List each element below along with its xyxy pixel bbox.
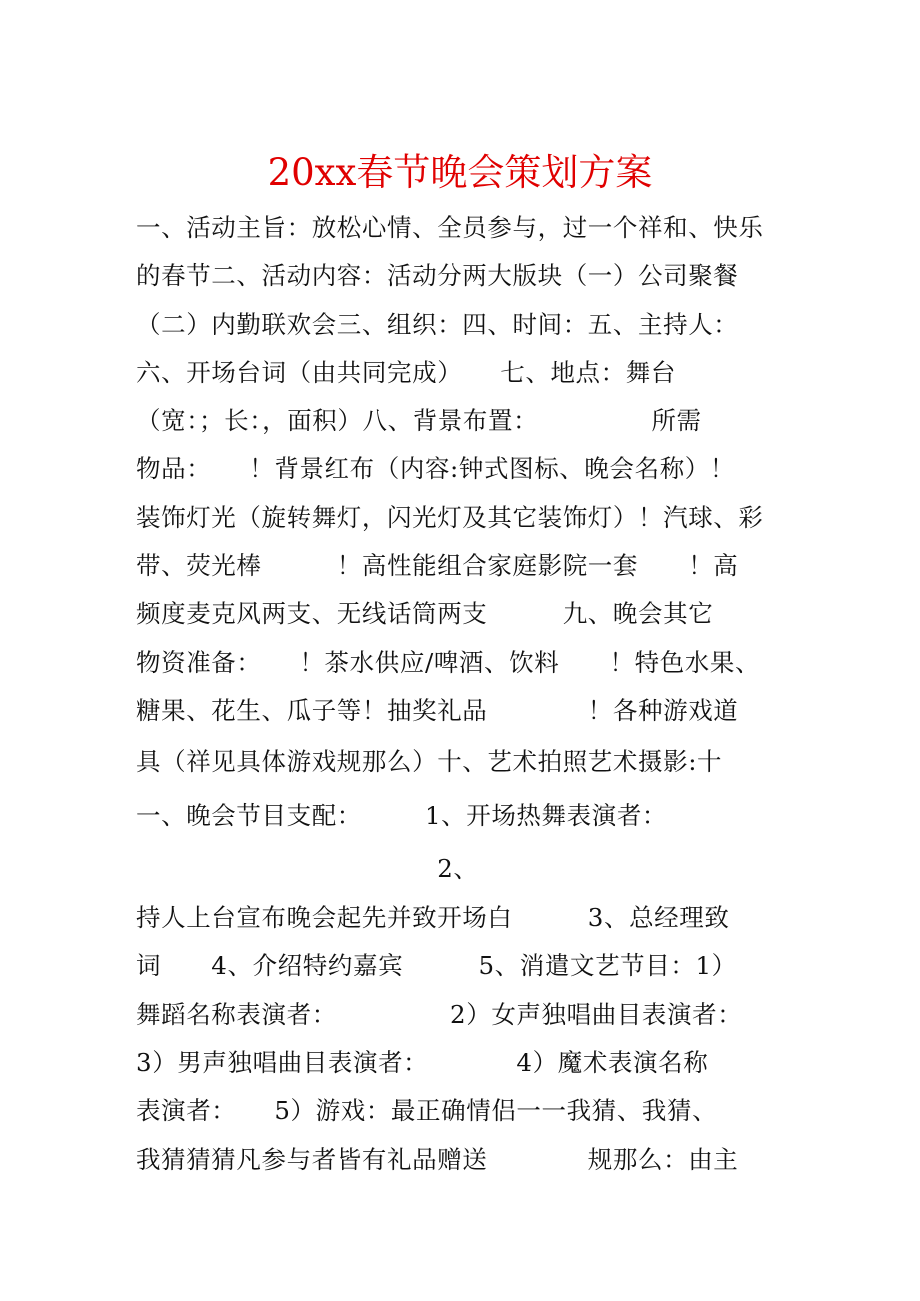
body-line-20: 我猜猜猜凡参与者皆有礼品赠送 规那么：由主: [136, 1145, 739, 1174]
body-line-13: 一、晚会节目支配： 1、开场热舞表演者：: [136, 801, 668, 830]
body-line-17: 舞蹈名称表演者： 2）女声独唱曲目表演者：: [136, 1000, 743, 1029]
body-line-1: 一、活动主旨：放松心情、全员参与，过一个祥和、快乐: [136, 213, 764, 242]
body-line-7: 装饰灯光（旋转舞灯，闪光灯及其它装饰灯）！汽球、彩: [136, 503, 764, 532]
body-line-18: 3）男声独唱曲目表演者： 4）魔术表演名称: [136, 1048, 709, 1077]
body-line-16: 词 4、介绍特约嘉宾 5、消遣文艺节目：1）: [136, 951, 737, 980]
body-line-3: （二）内勤联欢会三、组织：四、时间：五、主持人：: [136, 310, 739, 339]
body-line-15: 持人上台宣布晚会起先并致开场白 3、总经理致: [136, 903, 730, 932]
body-line-10: 物资准备： ！茶水供应/啤酒、饮料 ！特色水果、: [136, 648, 761, 677]
body-line-9: 频度麦克风两支、无线话筒两支 九、晚会其它: [136, 599, 714, 628]
body-line-5: （宽：；长：，面积）八、背景布置： 所需: [136, 406, 702, 435]
body-line-19: 表演者： 5）游戏：最正确情侣一一我猜、我猜、: [136, 1096, 718, 1125]
body-line-2: 的春节二、活动内容：活动分两大版块（一）公司聚餐: [136, 261, 739, 290]
body-line-4: 六、开场台词（由共同完成） 七、地点：舞台: [136, 358, 676, 387]
body-line-8: 带、荧光棒 ！高性能组合家庭影院一套 ！高: [136, 551, 739, 580]
document-title: 20xx春节晚会策划方案: [267, 151, 653, 194]
body-line-12: 具（祥见具体游戏规那么）十、艺术拍照艺术摄影:十: [136, 747, 723, 776]
body-line-11: 糖果、花生、瓜子等！抽奖礼品 ！各种游戏道: [136, 696, 739, 725]
body-line-6: 物品： ！背景红布（内容:钟式图标、晚会名称）！: [136, 454, 736, 483]
body-line-14: 2、: [136, 854, 479, 883]
